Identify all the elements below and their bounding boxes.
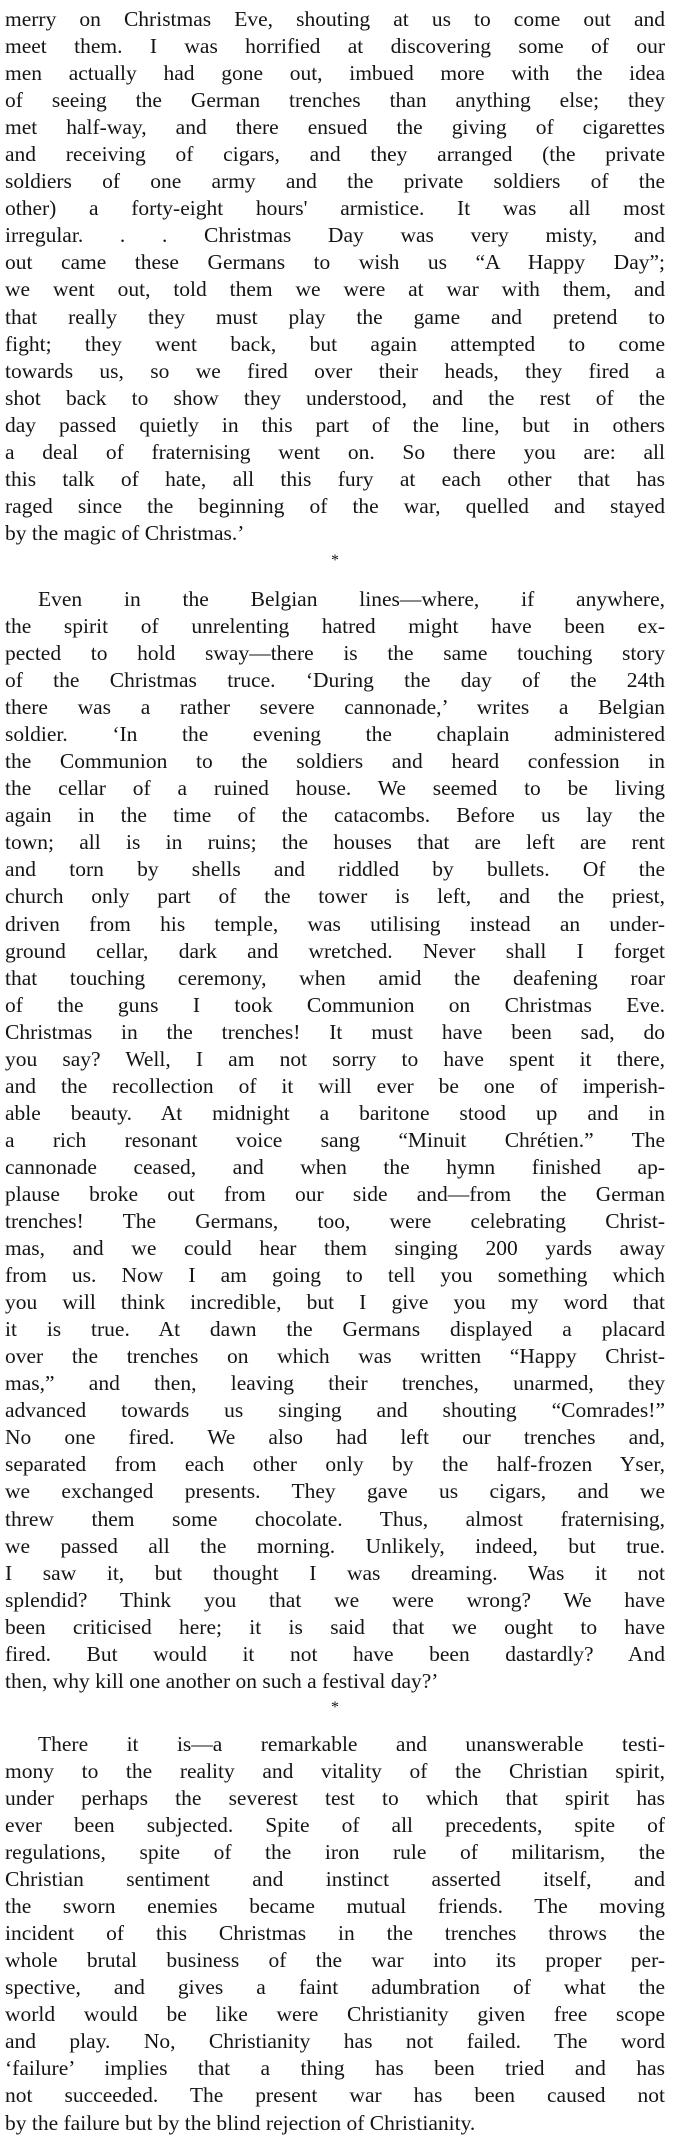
text-line: mony to the reality and vitality of the Christian spirit, bbox=[5, 1758, 665, 1783]
section-separator: * bbox=[331, 551, 339, 569]
text-line: spective, and gives a faint adumbration of what the bbox=[5, 1975, 665, 2000]
text-line: day passed quietly in this part of the line, but in others bbox=[5, 412, 665, 437]
paragraph-letter-continuation bbox=[5, 6, 665, 547]
text-line: soldier. ‘In the evening the chaplain administered bbox=[5, 722, 665, 747]
text-line: over the trenches on which was written “Happy Christ- bbox=[5, 1344, 665, 1369]
text-line: there was a rather severe cannonade,’ writes a Belgian bbox=[5, 695, 665, 720]
text-line: meet them. I was horrified at discovering some of our bbox=[5, 34, 665, 59]
text-line: splendid? Think you that we were wrong? We have bbox=[5, 1587, 665, 1612]
text-line: men actually had gone out, imbued more with the idea bbox=[5, 61, 665, 86]
text-line: able beauty. At midnight a baritone stood up and in bbox=[5, 1100, 665, 1125]
text-line: of the Christmas truce. ‘During the day of the 24th bbox=[5, 668, 665, 693]
text-line: I saw it, but thought I was dreaming. Was it not bbox=[5, 1560, 665, 1585]
text-line: and torn by shells and riddled by bullets. Of the bbox=[5, 857, 665, 882]
text-line: separated from each other only by the half-frozen Yser, bbox=[5, 1452, 665, 1477]
text-line: we went out, told them we were at war with them, and bbox=[5, 277, 665, 302]
paragraph-christian-spirit-conclusion bbox=[5, 1731, 665, 2137]
text-line: threw them some chocolate. Thus, almost fraternising, bbox=[5, 1506, 665, 1531]
text-line: out came these Germans to wish us “A Happy Day”; bbox=[5, 250, 665, 275]
text-line: the Communion to the soldiers and heard confession in bbox=[5, 749, 665, 774]
text-line: Christian sentiment and instinct asserted itself, and bbox=[5, 1867, 665, 1892]
text-line: you will think incredible, but I give you my word that bbox=[5, 1290, 665, 1315]
text-line: church only part of the tower is left, and the priest, bbox=[5, 884, 665, 909]
text-line: world would be like were Christianity given free scope bbox=[5, 2002, 665, 2027]
text-line: we passed all the morning. Unlikely, indeed, but true. bbox=[5, 1533, 665, 1558]
text-line: ‘failure’ implies that a thing has been tried and has bbox=[5, 2056, 665, 2081]
text-line: not succeeded. The present war has been caused not bbox=[5, 2083, 665, 2108]
text-line: fight; they went back, but again attempted to come bbox=[5, 331, 665, 356]
text-line: and receiving of cigars, and they arranged (the private bbox=[5, 142, 665, 167]
text-line: that touching ceremony, when amid the deafening roar bbox=[5, 965, 665, 990]
text-line: raged since the beginning of the war, quelled and stayed bbox=[5, 493, 665, 518]
text-line: we exchanged presents. They gave us cigars, and we bbox=[5, 1479, 665, 1504]
text-line: fired. But would it not have been dastardly? And bbox=[5, 1641, 665, 1666]
text-line: that really they must play the game and pretend to bbox=[5, 304, 665, 329]
text-line: then, why kill one another on such a festival day?’ bbox=[5, 1668, 439, 1693]
text-line: There it is—a remarkable and unanswerable testi- bbox=[38, 1731, 665, 1756]
text-line: the spirit of unrelenting hatred might have been ex- bbox=[5, 613, 665, 638]
text-line: from us. Now I am going to tell you something which bbox=[5, 1263, 665, 1288]
text-line: by the failure but by the blind rejection of Christianity. bbox=[5, 2110, 476, 2135]
text-line: mas, and we could hear them singing 200 yards away bbox=[5, 1236, 665, 1261]
text-line: regulations, spite of the iron rule of militarism, the bbox=[5, 1840, 665, 1865]
text-line: a rich resonant voice sang “Minuit Chrétien.” The bbox=[5, 1127, 665, 1152]
text-line: of seeing the German trenches than anything else; they bbox=[5, 88, 665, 113]
text-line: advanced towards us singing and shouting “Comrades!” bbox=[5, 1398, 665, 1423]
text-line: merry on Christmas Eve, shouting at us to come out and bbox=[5, 7, 665, 31]
text-line: by the magic of Christmas.’ bbox=[5, 520, 245, 545]
text-line: ever been subjected. Spite of all precedents, spite of bbox=[5, 1813, 665, 1837]
text-line: of the guns I took Communion on Christmas Eve. bbox=[5, 992, 665, 1017]
text-line: incident of this Christmas in the trenches throws the bbox=[5, 1921, 665, 1946]
text-line: been criticised here; it is said that we ought to have bbox=[5, 1614, 665, 1639]
text-line: pected to hold sway—there is the same touching story bbox=[5, 641, 665, 666]
text-line: a deal of fraternising went on. So there you are: all bbox=[5, 439, 665, 464]
text-line: soldiers of one army and the private soldiers of the bbox=[5, 169, 665, 194]
text-line: met half-way, and there ensued the giving of cigarettes bbox=[5, 115, 665, 140]
text-line: trenches! The Germans, too, were celebrating Christ- bbox=[5, 1209, 665, 1234]
text-line: plause broke out from our side and—from the German bbox=[5, 1181, 665, 1206]
text-line: it is true. At dawn the Germans displayed a placard bbox=[5, 1317, 665, 1342]
text-line: No one fired. We also had left our trenches and, bbox=[5, 1425, 665, 1450]
text-line: mas,” and then, leaving their trenches, unarmed, they bbox=[5, 1371, 665, 1396]
text-line: driven from his temple, was utilising instead an under- bbox=[5, 911, 665, 936]
text-line: Even in the Belgian lines—where, if anywhere, bbox=[38, 586, 665, 611]
text-line: irregular. . . Christmas Day was very misty, and bbox=[5, 223, 665, 248]
text-line: other) a forty-eight hours' armistice. It was all most bbox=[5, 196, 665, 221]
text-line: ground cellar, dark and wretched. Never shall I forget bbox=[5, 938, 665, 963]
paragraph-belgian-soldier-account bbox=[5, 586, 665, 1695]
text-line: towards us, so we fired over their heads, they fired a bbox=[5, 358, 665, 383]
text-line: and the recollection of it will ever be one of imperish- bbox=[5, 1073, 665, 1098]
text-line: this talk of hate, all this fury at each other that has bbox=[5, 466, 665, 491]
text-line: under perhaps the severest test to which that spirit has bbox=[5, 1785, 665, 1810]
text-line: and play. No, Christianity has not failed. The word bbox=[5, 2029, 665, 2054]
text-line: the cellar of a ruined house. We seemed to be living bbox=[5, 776, 665, 801]
text-line: you say? Well, I am not sorry to have spent it there, bbox=[5, 1046, 665, 1071]
text-line: cannonade ceased, and when the hymn finished ap- bbox=[5, 1154, 665, 1179]
section-separator: * bbox=[331, 1698, 339, 1716]
text-line: town; all is in ruins; the houses that are left are rent bbox=[5, 830, 665, 855]
text-line: again in the time of the catacombs. Before us lay the bbox=[5, 803, 665, 828]
text-line: the sworn enemies became mutual friends. The moving bbox=[5, 1894, 665, 1919]
text-line: Christmas in the trenches! It must have been sad, do bbox=[5, 1019, 665, 1044]
text-line: whole brutal business of the war into its proper per- bbox=[5, 1948, 665, 1973]
text-line: shot back to show they understood, and the rest of the bbox=[5, 385, 665, 410]
